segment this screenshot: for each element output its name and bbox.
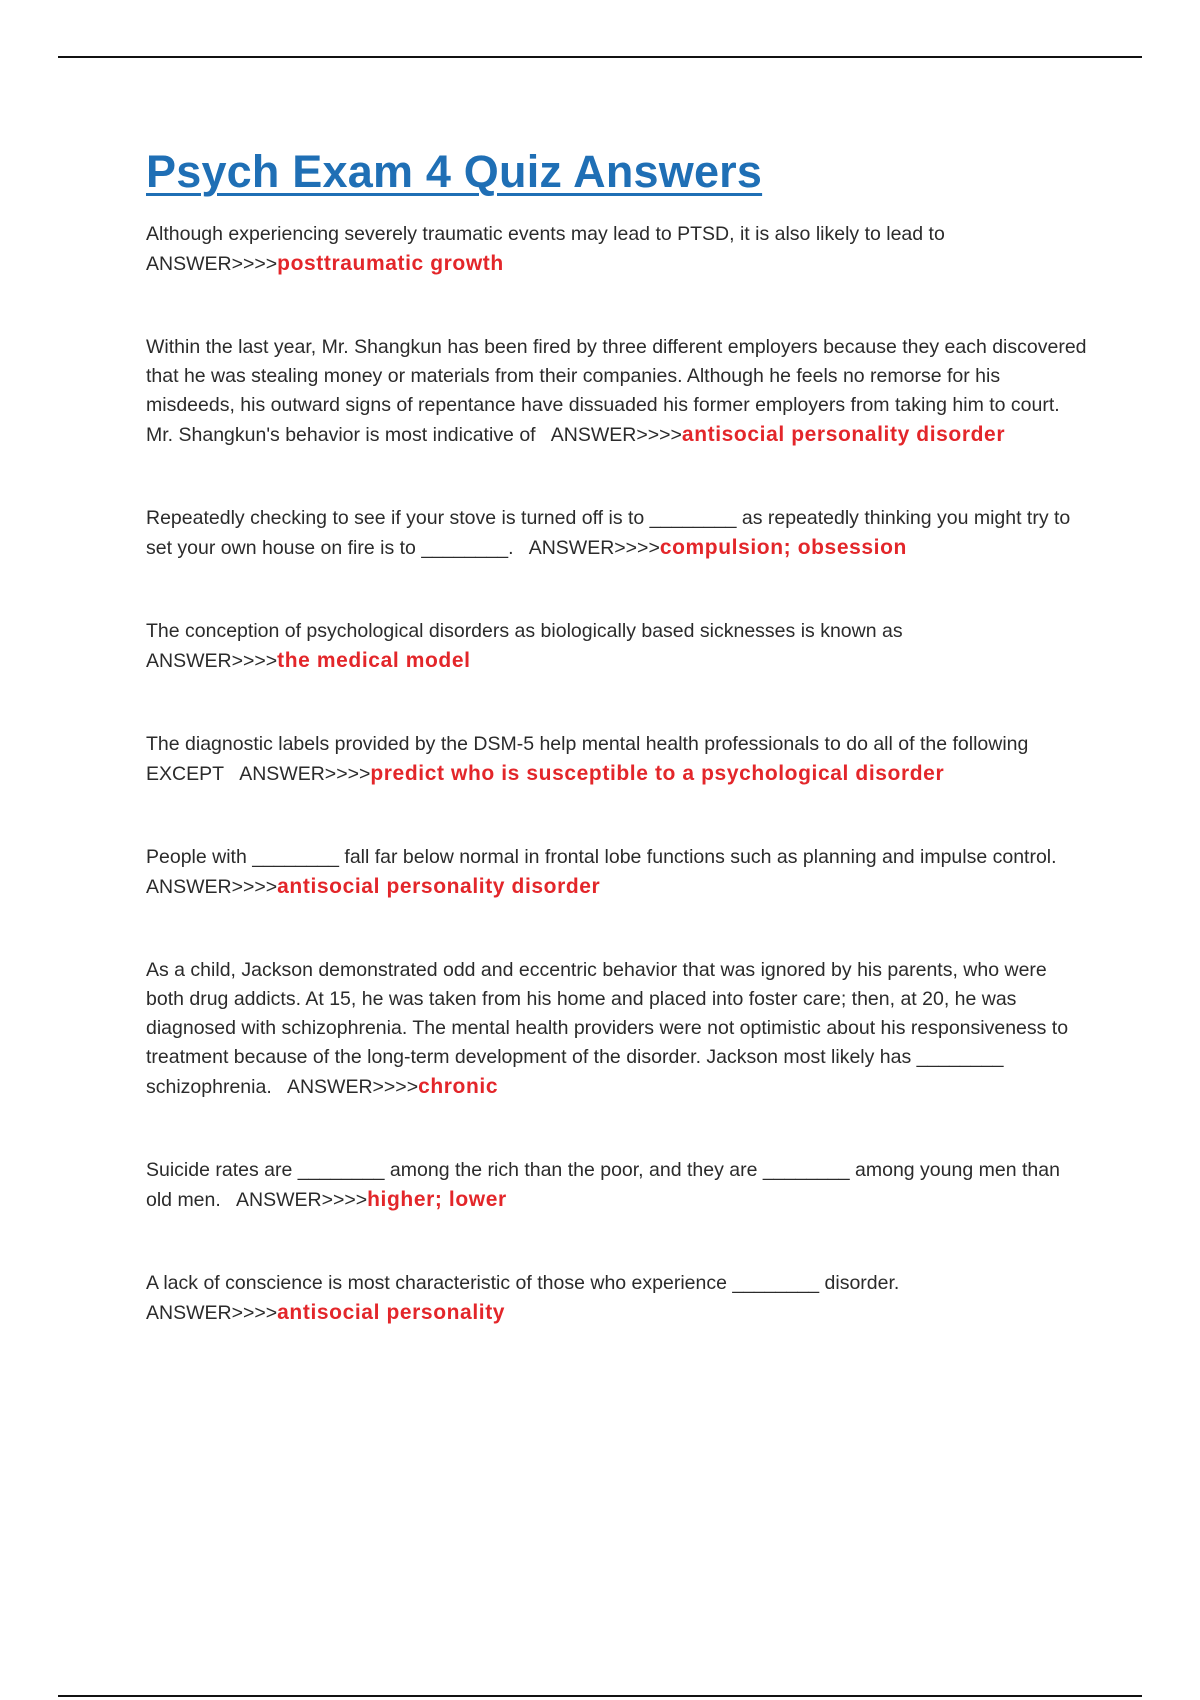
question-text: Suicide rates are ________ among the rich than the poor, and they are ________ among young men than old men. [146, 1159, 1060, 1211]
question-block [146, 333, 1090, 450]
answer-text: posttraumatic growth [277, 252, 504, 275]
answer-text: antisocial personality [277, 1301, 506, 1324]
answer-prefix: ANSWER>>>> [146, 650, 278, 672]
answer-prefix: ANSWER>>>> [550, 424, 682, 446]
question-block [146, 1269, 1090, 1328]
question-text: Repeatedly checking to see if your stove is turned off is to ________ as repeatedly thinking you might try to set your own house on fire is to ________. [146, 507, 1071, 559]
question-text: A lack of conscience is most characteristic of those who experience ________ disorder. [146, 1272, 900, 1294]
answer-prefix: ANSWER>>>> [235, 1189, 368, 1211]
question-block [146, 1156, 1090, 1215]
answer-text: higher; lower [367, 1188, 507, 1211]
top-rule [58, 56, 1142, 58]
question-text: The diagnostic labels provided by the DSM-5 help mental health professionals to do all of the following EXCEPT [146, 733, 1029, 785]
answer-text: the medical model [277, 649, 471, 672]
answer-prefix: ANSWER>>>> [239, 763, 371, 785]
answer-prefix: ANSWER>>>> [146, 1302, 278, 1324]
question-block [146, 220, 1090, 279]
answer-text: predict who is susceptible to a psychological disorder [370, 762, 945, 785]
question-block [146, 617, 1090, 676]
document-body [146, 146, 1090, 1328]
question-block [146, 843, 1090, 902]
question-block [146, 730, 1090, 789]
question-text: The conception of psychological disorders as biologically based sicknesses is known as [146, 620, 903, 642]
question-block [146, 504, 1090, 563]
answer-text: antisocial personality disorder [277, 875, 601, 898]
answer-prefix: ANSWER>>>> [146, 876, 278, 898]
question-text: People with ________ fall far below normal in frontal lobe functions such as planning and impulse control. [146, 846, 1057, 868]
answer-text: chronic [418, 1075, 499, 1098]
answer-prefix: ANSWER>>>> [286, 1076, 419, 1098]
question-block [146, 956, 1090, 1102]
answer-text: compulsion; obsession [659, 536, 907, 559]
answer-text: antisocial personality disorder [681, 423, 1006, 446]
answer-prefix: ANSWER>>>> [146, 253, 278, 275]
bottom-rule [58, 1695, 1142, 1697]
question-text: Within the last year, Mr. Shangkun has been fired by three different employers because they each discovered that he was stealing money or materials from their companies. Although he feels no remorse for his misdeeds, his outward signs of repentance have dissuaded his former employers from taking him to court. Mr. Shangkun's behavior is most indicative of [146, 336, 1087, 446]
page-title: Psych Exam 4 Quiz Answers [146, 146, 763, 197]
question-text: Although experiencing severely traumatic events may lead to PTSD, it is also likely to lead to [146, 223, 945, 245]
answer-prefix: ANSWER>>>> [528, 537, 660, 559]
question-text: As a child, Jackson demonstrated odd and eccentric behavior that was ignored by his parents, who were both drug addicts. At 15, he was taken from his home and placed into foster care; then, at 20, he was diagnosed with schizophrenia. The mental health providers were not optimistic about his responsiveness to treatment because of the long-term development of the disorder. Jackson most likely has ________ schizophrenia. [146, 959, 1069, 1098]
